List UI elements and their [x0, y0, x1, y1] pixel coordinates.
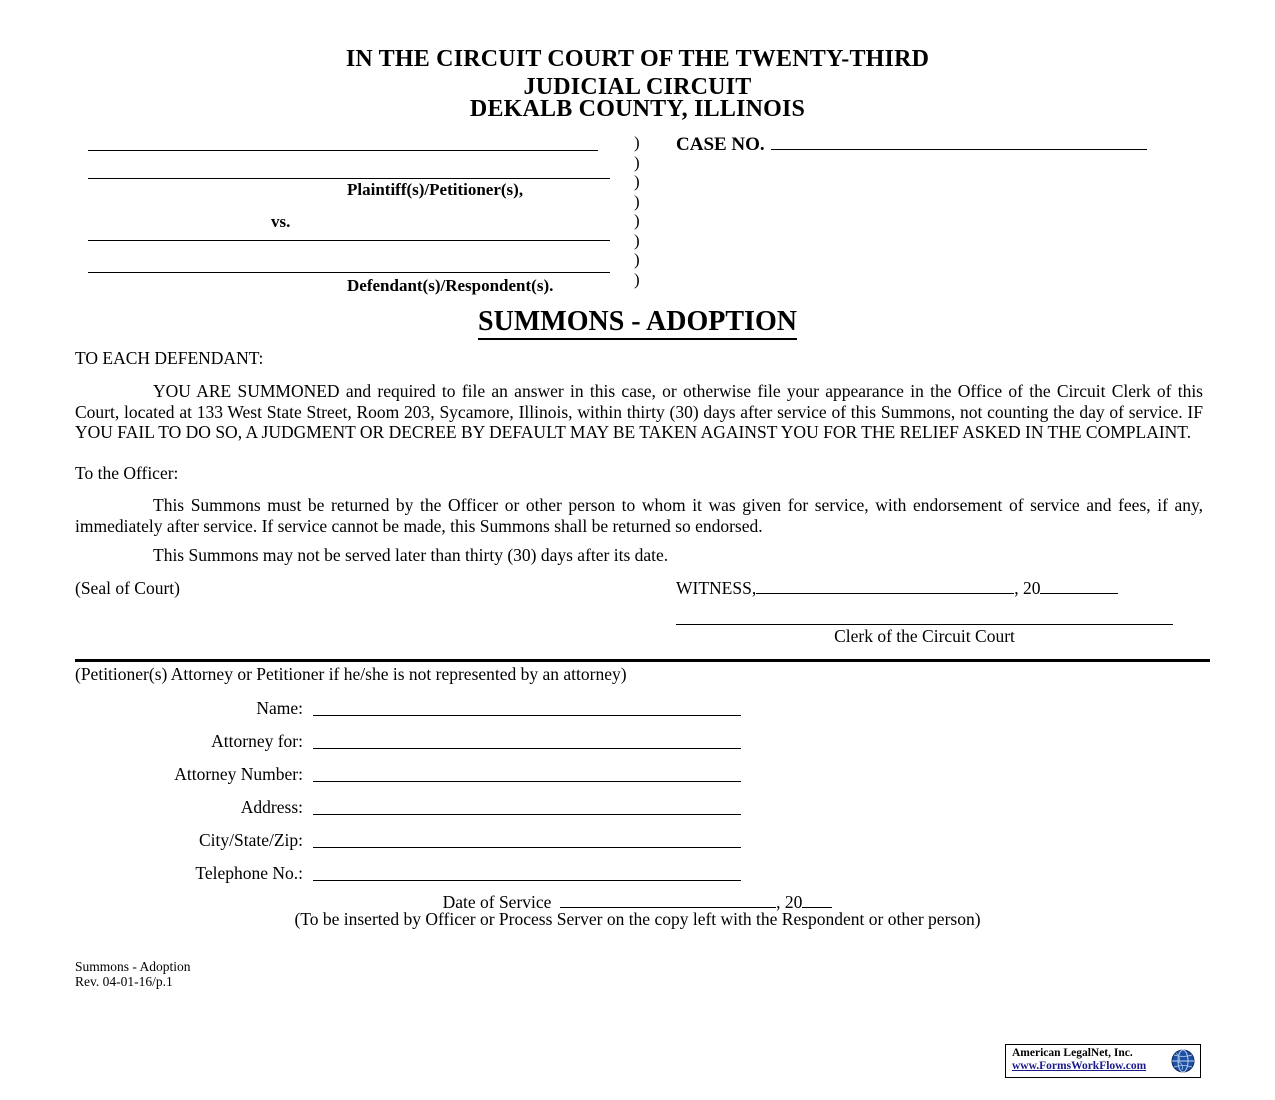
- date-of-service-note: (To be inserted by Officer or Process Server on the copy left with the Respondent or other person): [294, 909, 981, 929]
- date-of-service-label: Date of Service: [442, 892, 552, 912]
- plaintiff-line-2: [88, 178, 610, 179]
- witness-label: WITNESS,: [676, 578, 757, 598]
- attorney-field-rule[interactable]: [313, 814, 741, 815]
- attorney-field-rule[interactable]: [313, 715, 741, 716]
- witness-field[interactable]: [676, 578, 1118, 599]
- to-the-officer-label: To the Officer:: [75, 463, 179, 483]
- attorney-field-label: Telephone No.:: [195, 863, 303, 883]
- document-title: SUMMONS - ADOPTION: [0, 306, 1275, 338]
- attorney-field-rule[interactable]: [313, 748, 741, 749]
- witness-date-rule[interactable]: [756, 580, 1014, 594]
- document-footer: [75, 960, 191, 989]
- defendant-line-1: [88, 240, 610, 241]
- defendant-caption-label: Defendant(s)/Respondent(s).: [347, 276, 554, 295]
- to-each-defendant-label: TO EACH DEFENDANT:: [75, 348, 264, 368]
- footer-line-1: Summons - Adoption: [75, 959, 191, 974]
- date-of-service-year-rule[interactable]: [802, 894, 832, 908]
- caption-paren-column: ) ) ) ) ) ) ) ): [634, 133, 640, 289]
- attorney-field-label: Attorney Number:: [174, 764, 303, 784]
- date-of-service-rule[interactable]: [560, 894, 776, 908]
- attorney-field-rule[interactable]: [313, 781, 741, 782]
- summons-paragraph-2: This Summons must be returned by the Officer or other person to whom it was given for service, with endorsement of service and fees, if any, immediately after service. If service cannot be made, this Summons shall be returned so endorsed.: [75, 495, 1203, 536]
- attorney-field-label: Attorney for:: [211, 731, 303, 751]
- defendant-line-2: [88, 272, 610, 273]
- plaintiff-line-1: [88, 150, 598, 151]
- court-header-line-3: DEKALB COUNTY, ILLINOIS: [469, 96, 806, 122]
- witness-year-rule[interactable]: [1040, 580, 1118, 594]
- attorney-field-rule[interactable]: [313, 880, 741, 881]
- clerk-signature-label: Clerk of the Circuit Court: [834, 626, 1015, 646]
- versus-label: vs.: [271, 212, 291, 231]
- case-number-rule[interactable]: [771, 135, 1147, 150]
- clerk-signature-rule[interactable]: [676, 624, 1173, 625]
- attorney-field-rule[interactable]: [313, 847, 741, 848]
- case-number-label: CASE NO.: [676, 134, 765, 155]
- court-header-line-2: JUDICIAL CIRCUIT: [523, 74, 752, 100]
- attorney-field-label: Address:: [240, 797, 303, 817]
- case-number-field[interactable]: [676, 134, 1147, 156]
- summons-paragraph-1: YOU ARE SUMMONED and required to file an answer in this case, or otherwise file your appearance in the Office of the Circuit Clerk of this Court, located at 133 West State Street, Room 203, Sycamore, Illinois, within thirty (30) days after service of this Summons, not counting the day of service. IF YOU FAIL TO DO SO, A JUDGMENT OR DECREE BY DEFAULT MAY BE TAKEN AGAINST YOU FOR THE RELIEF ASKED IN THE COMPLAINT.: [75, 381, 1203, 442]
- witness-year-prefix: , 20: [1014, 578, 1041, 598]
- summons-paragraph-3: This Summons may not be served later than thirty (30) days after its date.: [153, 545, 669, 565]
- american-legalnet-stamp: [1005, 1044, 1201, 1078]
- attorney-section-heading: (Petitioner(s) Attorney or Petitioner if he/she is not represented by an attorney): [75, 664, 627, 684]
- court-header-line-1: IN THE CIRCUIT COURT OF THE TWENTY-THIRD: [345, 46, 930, 72]
- globe-icon: [1170, 1048, 1196, 1074]
- date-of-service-year-prefix: , 20: [776, 892, 803, 912]
- plaintiff-caption-label: Plaintiff(s)/Petitioner(s),: [347, 180, 524, 199]
- seal-of-court-label: (Seal of Court): [75, 578, 180, 598]
- footer-line-2: Rev. 04-01-16/p.1: [75, 973, 173, 989]
- attorney-field-label: City/State/Zip:: [198, 830, 303, 850]
- stamp-company-name: American LegalNet, Inc.: [1012, 1047, 1133, 1059]
- section-divider: [75, 659, 1210, 662]
- attorney-field-label: Name:: [256, 698, 303, 718]
- stamp-website-link[interactable]: www.FormsWorkFlow.com: [1012, 1060, 1147, 1072]
